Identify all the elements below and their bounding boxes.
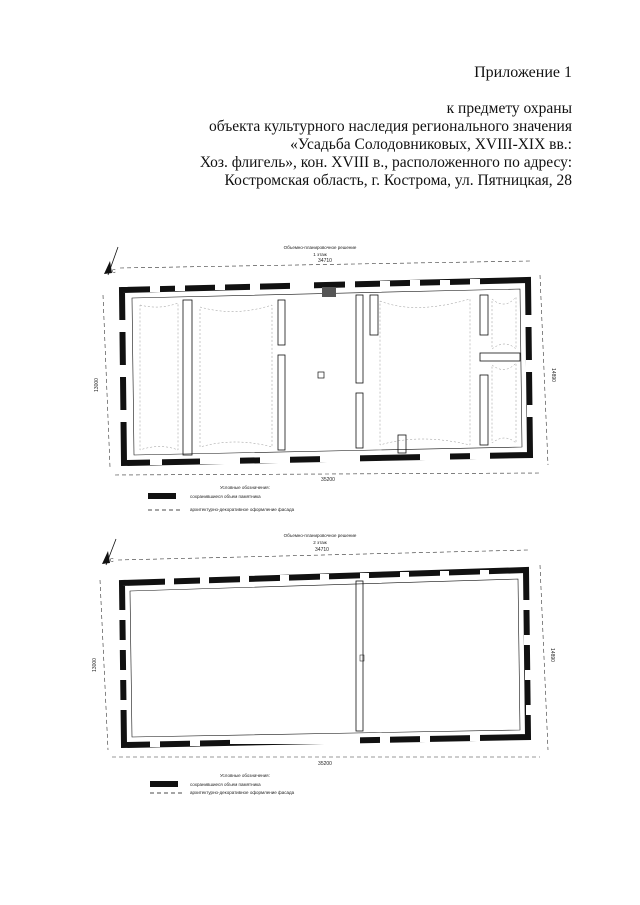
dimension-right <box>540 565 555 750</box>
svg-text:34710: 34710 <box>318 258 332 264</box>
dimension-left <box>92 580 108 750</box>
dimension-right <box>540 275 556 465</box>
header-line-4: Хоз. флигель», кон. XVIII в., расположенного по адресу: <box>199 154 572 171</box>
legend-2-title: Условные обозначения: <box>220 773 270 778</box>
header-line-2: объекта культурного наследия регионального значения <box>208 118 572 135</box>
north-label: С <box>112 269 116 275</box>
legend-1-item-1: сохранившиеся объем памятника <box>190 494 261 499</box>
dimension-bottom <box>115 473 540 483</box>
legend-1-item-2: архитектурно-декоративное оформление фасада <box>190 507 295 512</box>
svg-text:13000: 13000 <box>92 658 98 672</box>
floor-plan-2-drawing <box>0 525 640 815</box>
window-openings <box>119 570 533 747</box>
dimension-top <box>120 258 530 268</box>
header-block <box>200 100 572 190</box>
legend-2-solid-swatch <box>150 781 178 787</box>
legend-1 <box>148 485 295 512</box>
legend-2-item-2: архитектурно-декоративное оформление фасада <box>190 790 295 795</box>
floor-plan-2 <box>0 525 640 815</box>
dimension-left <box>94 295 110 467</box>
legend-2-item-1: сохранившиеся объем памятника <box>190 782 261 787</box>
header-line-1: к предмету охраны <box>446 100 572 117</box>
header-line-3: «Усадьба Солодовниковых, XVIII-XIX вв.: <box>290 136 572 153</box>
window-openings <box>119 279 534 465</box>
plan-1-title: Объемно-планировочное решение <box>283 245 357 250</box>
north-arrow-icon <box>104 247 118 275</box>
svg-text:14890: 14890 <box>549 648 555 662</box>
floor-plan-1 <box>0 235 640 525</box>
interior-partitions <box>356 581 363 731</box>
column-marker <box>318 372 324 378</box>
legend-1-title: Условные обозначения: <box>220 485 270 490</box>
legend-2 <box>150 773 295 795</box>
north-label: С <box>110 558 114 564</box>
hatched-element <box>322 287 336 297</box>
plan-2-title: Объемно-планировочное решение <box>283 533 357 538</box>
plan-2-subtitle: 2 этаж <box>313 540 327 545</box>
svg-text:13000: 13000 <box>94 378 100 392</box>
vault-outlines <box>140 297 516 450</box>
legend-1-solid-swatch <box>148 493 176 499</box>
svg-text:35200: 35200 <box>321 477 335 483</box>
dimension-bottom <box>112 757 540 767</box>
plan-1-subtitle: 1 этаж <box>313 252 327 257</box>
dimension-top <box>118 547 528 560</box>
outer-walls <box>122 570 528 745</box>
svg-text:34710: 34710 <box>315 547 329 553</box>
svg-text:35200: 35200 <box>318 761 332 767</box>
header-line-5: Костромская область, г. Кострома, ул. Пятницкая, 28 <box>224 172 572 189</box>
appendix-title: Приложение 1 <box>474 64 572 81</box>
floor-plan-1-drawing <box>0 235 640 525</box>
svg-text:14890: 14890 <box>550 368 556 382</box>
interior-partitions <box>183 295 520 455</box>
north-arrow-icon <box>102 539 116 565</box>
